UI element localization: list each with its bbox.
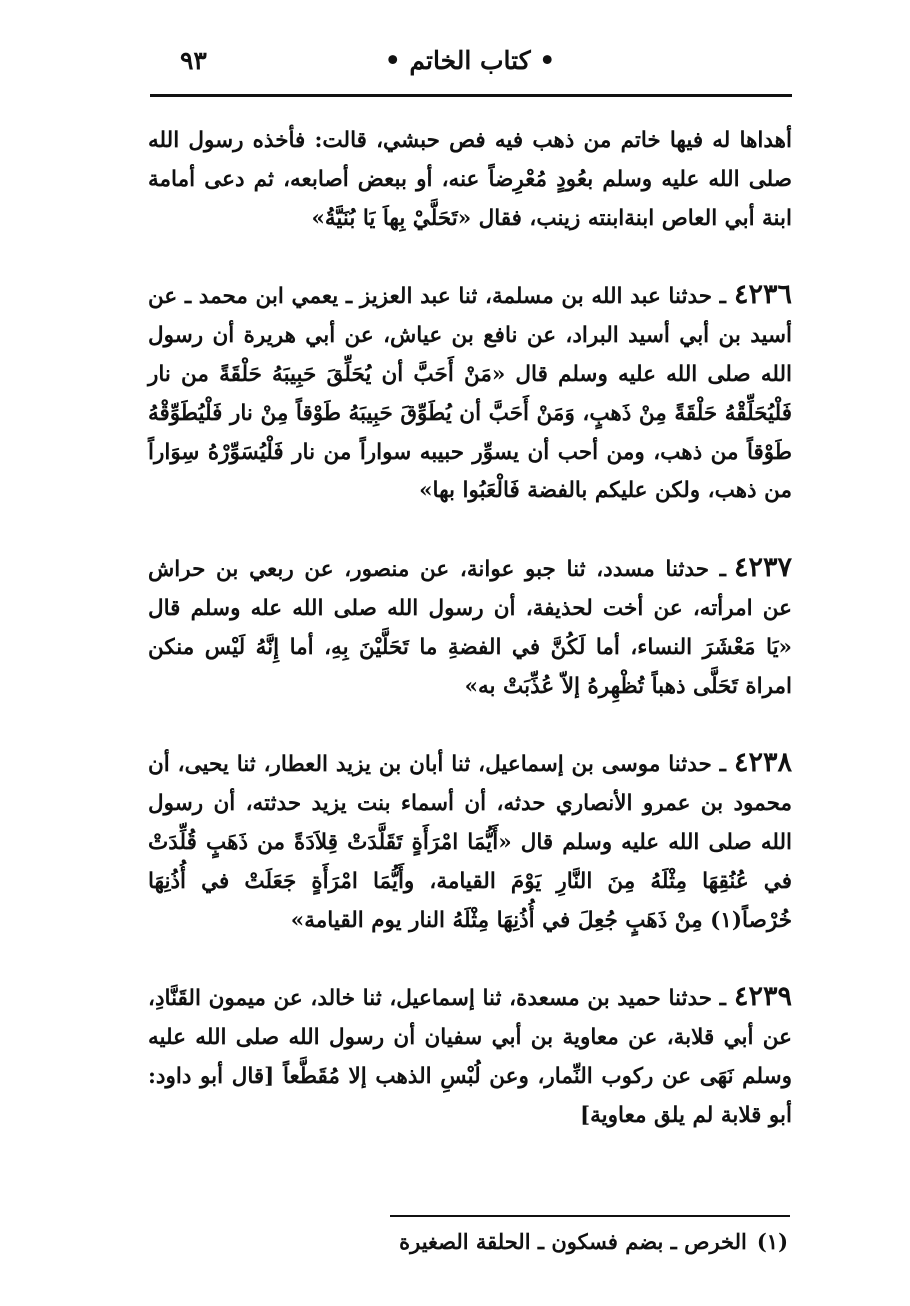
hadith-number: ٤٢٣٩ [733, 981, 792, 1013]
hadith-number: ٤٢٣٨ [733, 747, 792, 779]
hadith-paragraph [148, 276, 792, 511]
paragraph-text: أهداها له فيها خاتم من ذهب فيه فص حبشي، قالت: فأخذه رسول الله صلى الله عليه وسلم بعُودٍ مُعْرِضاً عنه، أو ببعض أصابعه، ثم دعى أمامة ابنة أبي العاص ابنةابنته زينب، فقال «تَحَلَّيْ بِهاَ يَا بُنَيَّةُ» [148, 128, 792, 231]
main-text [148, 122, 792, 1136]
footnote-rule [390, 1215, 790, 1217]
hadith-number: ٤٢٣٧ [733, 552, 792, 584]
page-number: ٩٣ [180, 46, 207, 75]
paragraph-text: ـ حدثنا موسى بن إسماعيل، ثنا أبان بن يزيد العطار، ثنا يحيى، أن محمود بن عمرو الأنصاري حدثه، أن أسماء بنت يزيد حدثته، أن رسول الله صلى الله عليه وسلم قال «أَيُّمَا امْرَأَةٍ تَقَلَّدَتْ قِلاَدَةً من ذَهَبٍ قُلِّدَتْ في عُنُقِهَا مِثْلَهُ مِنَ النَّارِ يَوْمَ القيامة، وأَيُّمَا امْرَأَةٍ جَعَلَتْ في أُذُنِهَا خُرْصاً(١) مِنْ ذَهَبٍ جُعِلَ في أُذُنِهَا مِثْلَهُ النار يوم القيامة» [148, 752, 792, 933]
hadith-number: ٤٢٣٦ [733, 279, 792, 311]
footnote-text: الخرص ـ بضم فسكون ـ الحلقة الصغيرة [399, 1229, 747, 1254]
header-rule [150, 94, 792, 97]
running-header [150, 42, 790, 86]
paragraph-continuation [148, 122, 792, 238]
paragraph-text: ـ حدثنا عبد الله بن مسلمة، ثنا عبد العزيز ـ يعمي ابن محمد ـ عن أسيد بن أبي أسيد البراد، عن نافع بن عياش، عن أبي هريرة أن رسول الله صلى الله عليه وسلم قال «مَنْ أَحَبَّ أن يُحَلِّقَ حَبِيبَهُ حَلْقَةً من نار فَلْيُحَلِّقْهُ حَلْقَةً مِنْ ذَهبٍ، وَمَنْ أَحَبَّ أن يُطَوِّقَ حَبِيبَهُ طَوْقاً مِنْ نار فَلْيُطَوِّقْهُ طَوْقاً من ذهب، ومن أحب أن يسوِّر حبيبه سواراً من نار فَلْيُسَوِّرْهُ سِوَاراً من ذهب، ولكن عليكم بالفضة فَالْعَبُوا بها» [148, 284, 792, 504]
chapter-title: • كتاب الخاتم • [384, 46, 556, 75]
footnote-marker: (١) [756, 1229, 788, 1254]
paragraph-text: ـ حدثنا مسدد، ثنا جبو عوانة، عن منصور، عن ربعي بن حراش عن امرأته، عن أخت لحذيفة، أن رسول الله صلى الله عله وسلم قال «يَا مَعْشَرَ النساء، أما لَكُنَّ في الفضةِ ما تَحَلَّيْنَ بِهِ، أما إِنَّهُ لَيْس منكن امراة تَحَلَّى ذهباً تُظْهِرهُ إلاّ عُذِّبَتْ به» [148, 557, 792, 699]
footnote [148, 1225, 788, 1259]
paragraph-text: ـ حدثنا حميد بن مسعدة، ثنا إسماعيل، ثنا خالد، عن ميمون القَنَّادِ، عن أبي قلابة، عن معاوية بن أبي سفيان أن رسول الله صلى الله عليه وسلم نَهَى عن ركوب النِّمار، وعن لُبْسِ الذهب إلا مُقَطَّعاً [قال أبو داود: أبو قلابة لم يلق معاوية] [148, 986, 792, 1128]
hadith-paragraph [148, 978, 792, 1135]
hadith-paragraph [148, 549, 792, 706]
hadith-paragraph [148, 744, 792, 940]
